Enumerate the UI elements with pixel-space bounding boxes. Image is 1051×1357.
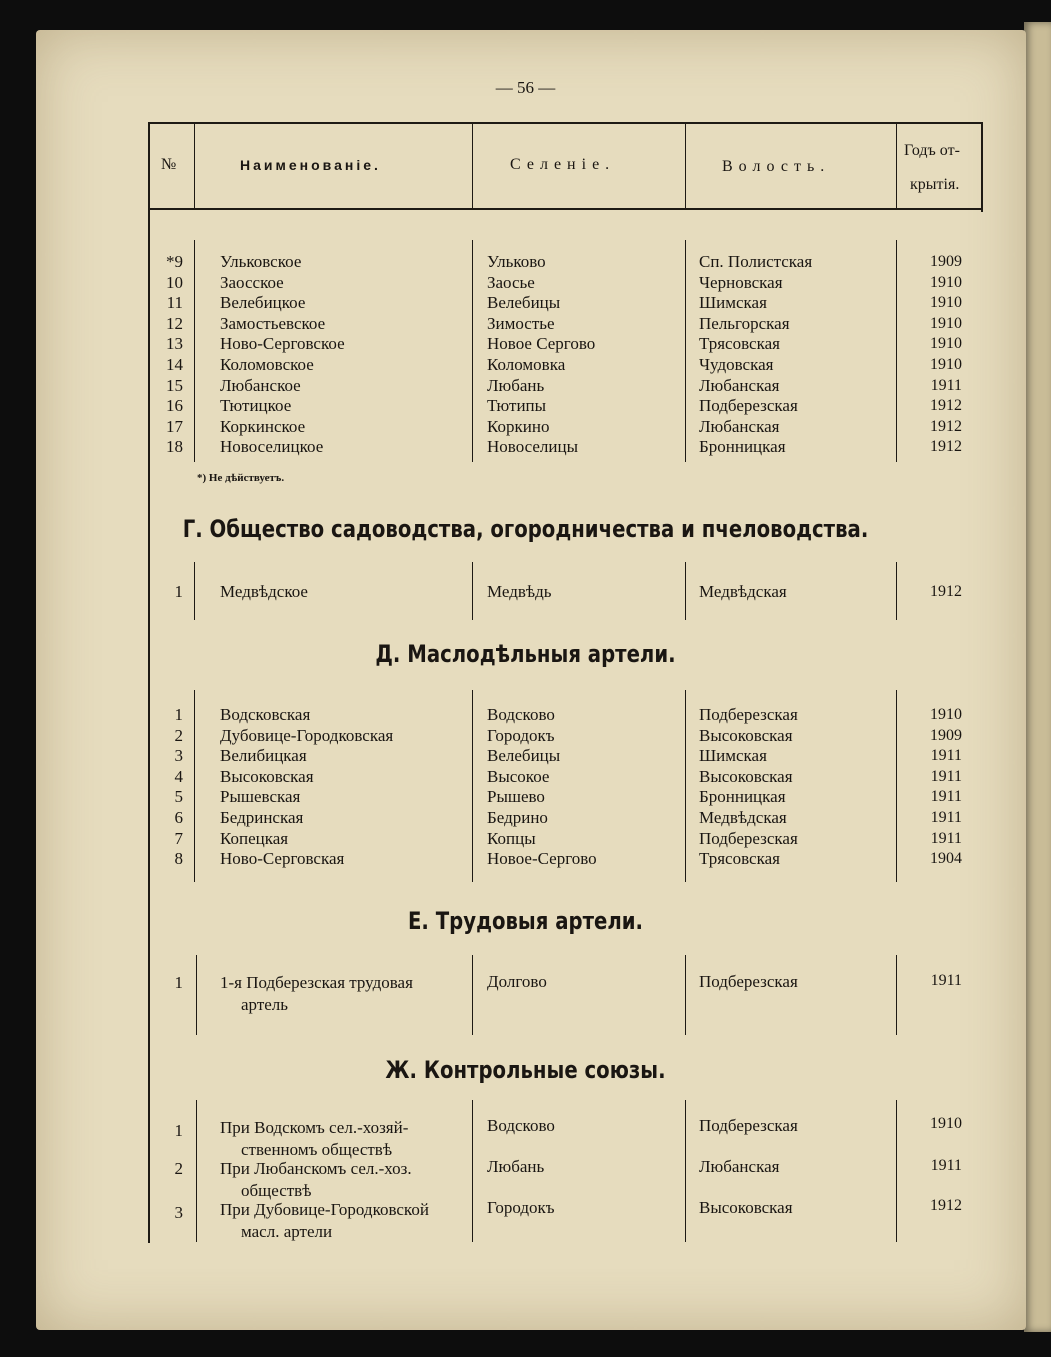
row-volost: Любанская [699, 1157, 780, 1176]
col-divider [685, 955, 686, 1035]
row-name-line1: При Любанскомъ сел.-хоз. [220, 1159, 412, 1178]
row-volost: Пельгорская [699, 313, 790, 333]
row-num: 6 [174, 808, 183, 827]
row-village: Высокое [487, 766, 550, 786]
row-name: Ново-Серговское [220, 334, 345, 354]
row-year: 1911 [930, 829, 962, 847]
row-village: Любань [487, 1157, 545, 1176]
col-village-header: Селеніе. [510, 156, 616, 173]
row-name: Бедринская [220, 808, 304, 827]
row-name: Дубовице-Городковская [220, 725, 394, 745]
row-village: Заосье [487, 272, 535, 292]
row-name-line2: масл. артели [241, 1222, 333, 1241]
page-number: — 56 — [495, 78, 556, 97]
row-name: Копецкая [220, 828, 289, 848]
row-name: Заосское [220, 272, 284, 292]
section-e-title: Е. Трудовыя артели. [407, 907, 644, 935]
row-num: 16 [166, 396, 183, 416]
col-year-header-line1: Годъ от- [904, 142, 960, 159]
table-left-border [148, 208, 150, 1243]
col-year-header-line2: крытія. [910, 176, 960, 193]
row-name-line1: 1-я Подберезская трудовая [220, 973, 413, 992]
col-divider [194, 690, 195, 882]
row-name: Ульковское [220, 252, 302, 271]
row-name-line2: обществѣ [241, 1181, 312, 1200]
row-num: 5 [174, 787, 183, 807]
col-divider [472, 562, 473, 620]
row-volost: Высоковская [699, 766, 793, 786]
header-right-border [981, 122, 983, 212]
section-d-title: Д. Маслодѣльныя артели. [375, 640, 676, 668]
row-volost: Трясовская [699, 334, 780, 354]
row-village: Велебицы [487, 293, 561, 313]
row-num: 14 [166, 355, 183, 374]
row-num: 13 [166, 334, 183, 354]
row-name: Новоселицкое [220, 437, 324, 457]
section-zh-title: Ж. Контрольные союзы. [385, 1056, 666, 1084]
row-volost: Сп. Полистская [699, 252, 813, 271]
header-divider [472, 122, 473, 210]
row-year: 1912 [930, 397, 962, 415]
row-name: Высоковская [220, 766, 314, 786]
col-divider [685, 240, 686, 462]
row-volost: Медвѣдская [699, 808, 787, 827]
row-village: Зимостье [487, 313, 555, 333]
row-year: 1910 [930, 335, 962, 353]
row-num: 18 [166, 437, 183, 457]
row-volost: Бронницкая [699, 437, 786, 457]
row-name-line2: артель [241, 995, 289, 1014]
row-year: 1911 [930, 972, 962, 989]
row-num: 7 [174, 828, 183, 848]
row-num: 3 [174, 1203, 183, 1222]
row-village: Новое Сергово [487, 334, 596, 354]
row-year: 1910 [930, 294, 962, 312]
header-left-border [148, 122, 150, 210]
row-num: 8 [174, 849, 183, 869]
col-divider [196, 955, 197, 1035]
row-num: 12 [166, 313, 183, 333]
col-divider [472, 1100, 473, 1242]
footnote: *) Не дѣйствуетъ. [197, 472, 285, 484]
row-name: Водсковская [220, 705, 311, 724]
row-year: 1912 [930, 583, 962, 600]
row-village: Водсково [487, 1116, 555, 1135]
col-divider [685, 1100, 686, 1242]
row-name-line1: При Водскомъ сел.-хозяй- [220, 1118, 409, 1137]
row-village: Медвѣдь [487, 582, 552, 601]
col-divider [194, 562, 195, 620]
next-page-edge [1024, 22, 1051, 1332]
col-divider [896, 1100, 897, 1242]
row-village: Городокъ [487, 725, 555, 745]
row-name: Любанское [220, 375, 301, 395]
row-name: Рышевская [220, 787, 301, 807]
header-divider [685, 122, 686, 210]
row-name: Медвѣдское [220, 582, 308, 601]
row-volost: Подберезская [699, 828, 798, 848]
row-name: Коломовское [220, 355, 314, 374]
row-year: 1909 [930, 726, 962, 744]
row-year: 1910 [930, 356, 962, 373]
header-top-rule [148, 122, 982, 124]
row-num: 10 [166, 272, 183, 292]
row-village: Городокъ [487, 1198, 555, 1217]
row-volost: Трясовская [699, 849, 780, 869]
row-num: 1 [174, 1121, 183, 1140]
col-divider [194, 240, 195, 462]
row-village: Водсково [487, 705, 555, 724]
row-num: 1 [174, 973, 183, 992]
row-name: Велебицкое [220, 293, 306, 313]
row-village: Долгово [487, 972, 547, 991]
row-year: 1910 [930, 706, 962, 723]
row-village: Коломовка [487, 355, 566, 374]
col-divider [472, 240, 473, 462]
row-volost: Подберезская [699, 705, 798, 724]
header-divider [194, 122, 195, 210]
row-year: 1911 [930, 788, 962, 806]
row-volost: Медвѣдская [699, 582, 787, 601]
row-year: 1910 [930, 273, 962, 291]
row-num: *9 [166, 252, 183, 271]
row-village: Копцы [487, 828, 536, 848]
col-divider [472, 690, 473, 882]
row-year: 1911 [930, 767, 962, 785]
row-year: 1909 [930, 253, 962, 270]
col-divider [685, 562, 686, 620]
row-num: 11 [166, 293, 183, 313]
row-year: 1911 [930, 1157, 962, 1174]
row-volost: Подберезская [699, 396, 798, 416]
row-num: 1 [174, 582, 183, 601]
row-village: Велебицы [487, 746, 561, 766]
row-volost: Черновская [699, 272, 783, 292]
row-num: 2 [174, 1159, 183, 1178]
row-volost: Бронницкая [699, 787, 786, 807]
row-volost: Подберезская [699, 1116, 798, 1135]
row-volost: Подберезская [699, 972, 798, 991]
row-num: 15 [166, 375, 183, 395]
col-divider [472, 955, 473, 1035]
col-divider [896, 562, 897, 620]
row-year: 1911 [930, 376, 962, 394]
row-year: 1911 [930, 747, 962, 765]
row-volost: Шимская [699, 746, 767, 766]
row-village: Любань [487, 375, 545, 395]
row-name-line2: ственномъ обществѣ [241, 1140, 393, 1159]
row-name: Велибицкая [220, 746, 307, 766]
section-g-title: Г. Общество садоводства, огородничества и пчеловодства. [182, 515, 869, 543]
col-divider [896, 690, 897, 882]
col-divider [196, 1100, 197, 1242]
row-year: 1912 [930, 417, 962, 435]
row-name: Коркинское [220, 416, 306, 436]
col-divider [685, 690, 686, 882]
row-village: Новое-Сергово [487, 849, 597, 869]
col-divider [896, 240, 897, 462]
header-divider [896, 122, 897, 210]
row-year: 1912 [930, 1197, 962, 1214]
row-num: 3 [174, 746, 183, 766]
row-num: 4 [174, 766, 183, 786]
row-year: 1910 [930, 1115, 962, 1132]
row-village: Бедрино [487, 808, 548, 827]
header-bottom-rule [148, 208, 982, 210]
row-num: 17 [166, 416, 183, 436]
row-village: Ульково [487, 252, 546, 271]
row-year: 1912 [930, 438, 962, 456]
col-divider [896, 955, 897, 1035]
row-volost: Шимская [699, 293, 767, 313]
row-name: Тютицкое [220, 396, 292, 416]
row-year: 1911 [930, 809, 962, 826]
row-village: Тютипы [487, 396, 547, 416]
row-volost: Любанская [699, 375, 780, 395]
row-village: Рышево [487, 787, 545, 807]
row-volost: Любанская [699, 416, 780, 436]
row-year: 1904 [930, 850, 962, 868]
row-name-line1: При Дубовице-Городковской [220, 1200, 429, 1219]
row-volost: Чудовская [699, 355, 774, 374]
row-name: Замостьевское [220, 313, 326, 333]
col-volost-header: Волость. [722, 158, 831, 175]
row-village: Коркино [487, 416, 550, 436]
row-volost: Высоковская [699, 725, 793, 745]
row-name: Ново-Серговская [220, 849, 345, 869]
row-year: 1910 [930, 314, 962, 332]
col-name-header: Наименованіе. [240, 157, 381, 173]
row-volost: Высоковская [699, 1198, 793, 1217]
row-village: Новоселицы [487, 437, 579, 457]
row-num: 1 [174, 705, 183, 724]
col-num-header: № [161, 156, 177, 173]
row-num: 2 [174, 725, 183, 745]
